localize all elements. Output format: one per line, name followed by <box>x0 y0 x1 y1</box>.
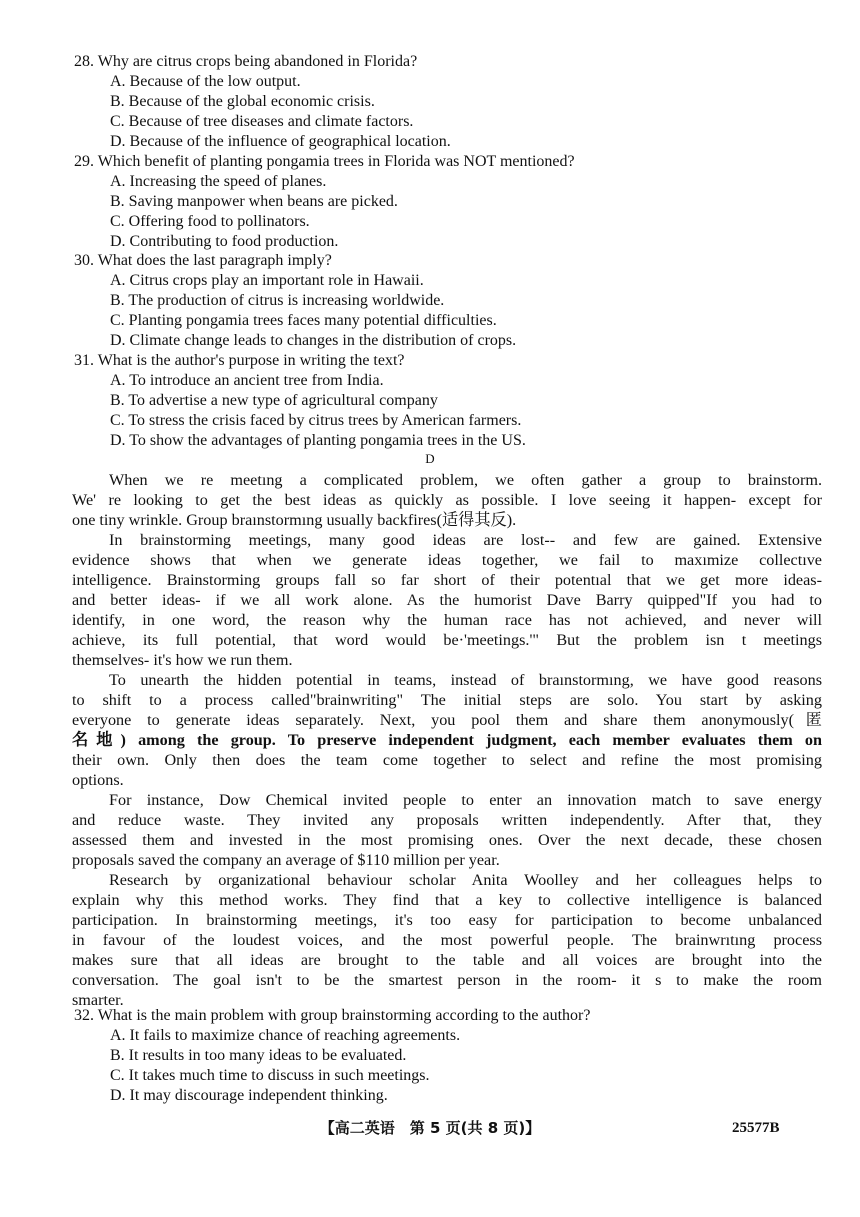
passage-line: participation. In brainstorming meetings, it's too easy for participation to become unbalanced <box>72 911 822 929</box>
option-a: A. Because of the low output. <box>110 73 301 90</box>
passage-line: smarter. <box>72 991 124 1009</box>
reading-passage <box>72 470 822 1010</box>
passage-line: themselves- it's how we run them. <box>72 651 293 669</box>
option-c: C. It takes much time to discuss in such meetings. <box>110 1067 430 1084</box>
passage-line: explain why this method works. They find that a key to collective intelligence is balanced <box>72 891 822 909</box>
option-b: B. To advertise a new type of agricultural company <box>110 392 438 409</box>
option-b: B. The production of citrus is increasing worldwide. <box>110 292 445 309</box>
option-c: C. To stress the crisis faced by citrus trees by American farmers. <box>110 412 522 429</box>
question-28 <box>74 52 834 152</box>
passage-line: In brainstorming meetings, many good ideas are lost-- and few are gained. Extensive <box>109 531 822 549</box>
option-c: C. Because of tree diseases and climate factors. <box>110 113 414 130</box>
passage-line: one tiny wrinkle. Group braınstormıng usually backfires(适得其反). <box>72 511 517 529</box>
passage-line: options. <box>72 771 124 789</box>
question-stem: 28. Why are citrus crops being abandoned in Florida? <box>74 53 418 70</box>
passage-line: achieve, its full potential, that word would be·'meetings.'" But the problem isn t meetings <box>72 631 822 649</box>
option-d: D. Because of the influence of geographical location. <box>110 133 451 150</box>
page-number-label: 【高二英语 第 5 页(共 8 页)】 <box>319 1119 541 1137</box>
question-stem: 29. Which benefit of planting pongamia trees in Florida was NOT mentioned? <box>74 153 575 170</box>
exam-code: 25577B <box>732 1120 780 1136</box>
passage-line: intelligence. Brainstorming groups fall so far short of their potentıal that we get more ideas- <box>72 571 822 589</box>
passage-line: To unearth the hidden potential in teams, instead of braınstormıng, we have good reasons <box>109 671 822 689</box>
option-d: D. Contributing to food production. <box>110 233 339 250</box>
option-a: A. To introduce an ancient tree from India. <box>110 372 384 389</box>
option-c: C. Offering food to pollinators. <box>110 213 310 230</box>
section-letter: D <box>425 451 435 466</box>
passage-line: For instance, Dow Chemical invited people to enter an innovation match to save energy <box>109 791 822 809</box>
passage-line: We' re looking to get the best ideas as quickly as possible. I love seeing it happen- except for <box>72 491 822 509</box>
question-stem: 30. What does the last paragraph imply? <box>74 252 332 269</box>
passage-line: When we re meetıng a complicated problem, we often gather a group to brainstorm. <box>109 471 822 489</box>
option-b: B. Saving manpower when beans are picked. <box>110 193 398 210</box>
option-b: B. It results in too many ideas to be evaluated. <box>110 1047 407 1064</box>
passage-line: their own. Only then does the team come together to select and refine the most promising <box>72 751 822 769</box>
question-30 <box>74 251 834 351</box>
option-d: D. It may discourage independent thinking. <box>110 1087 388 1104</box>
option-c: C. Planting pongamia trees faces many potential difficulties. <box>110 312 497 329</box>
passage-line: to shift to a process called"brainwriting" The initial steps are solo. You start by asking <box>72 691 822 709</box>
option-a: A. It fails to maximize chance of reaching agreements. <box>110 1027 461 1044</box>
passage-line: identify, in one word, the reason why the human race has not achieved, and never will <box>72 611 822 629</box>
passage-line: assessed them and invested in the most promising ones. Over the next decade, these chosen <box>72 831 822 849</box>
question-32 <box>74 1006 834 1106</box>
question-29 <box>74 152 834 252</box>
passage-line: conversation. The goal isn't to be the smartest person in the room- it s to make the room <box>72 971 822 989</box>
passage-line: evidence shows that when we generate ideas together, we fail to maxımize collectıve <box>72 551 822 569</box>
passage-line: and better ideas- if we all work alone. As the humorist Dave Barry quipped"If you had to <box>72 591 822 609</box>
passage-line: makes sure that all ideas are brought to the table and all voices are brought into the <box>72 951 822 969</box>
option-b: B. Because of the global economic crisis. <box>110 93 375 110</box>
question-stem: 32. What is the main problem with group brainstorming according to the author? <box>74 1007 591 1024</box>
option-a: A. Citrus crops play an important role in Hawaii. <box>110 272 424 289</box>
option-d: D. Climate change leads to changes in the distribution of crops. <box>110 332 517 349</box>
option-a: A. Increasing the speed of planes. <box>110 173 327 190</box>
passage-line: 名地) among the group. To preserve independent judgment, each member evaluates them on <box>72 731 822 749</box>
passage-line: and reduce waste. They invited any proposals written independently. After that, they <box>72 811 822 829</box>
passage-line: proposals saved the company an average of $110 million per year. <box>72 851 500 869</box>
question-31 <box>74 351 834 451</box>
passage-line: Research by organizational behaviour scholar Anita Woolley and her colleagues helps to <box>109 871 822 889</box>
question-stem: 31. What is the author's purpose in writing the text? <box>74 352 405 369</box>
option-d: D. To show the advantages of planting pongamia trees in the US. <box>110 432 526 449</box>
passage-line: everyone to generate ideas separately. Next, you pool them and share them anonymously(匿 <box>72 711 822 729</box>
passage-line: in favour of the loudest voices, and the most powerful people. The brainwrıtıng process <box>72 931 822 949</box>
